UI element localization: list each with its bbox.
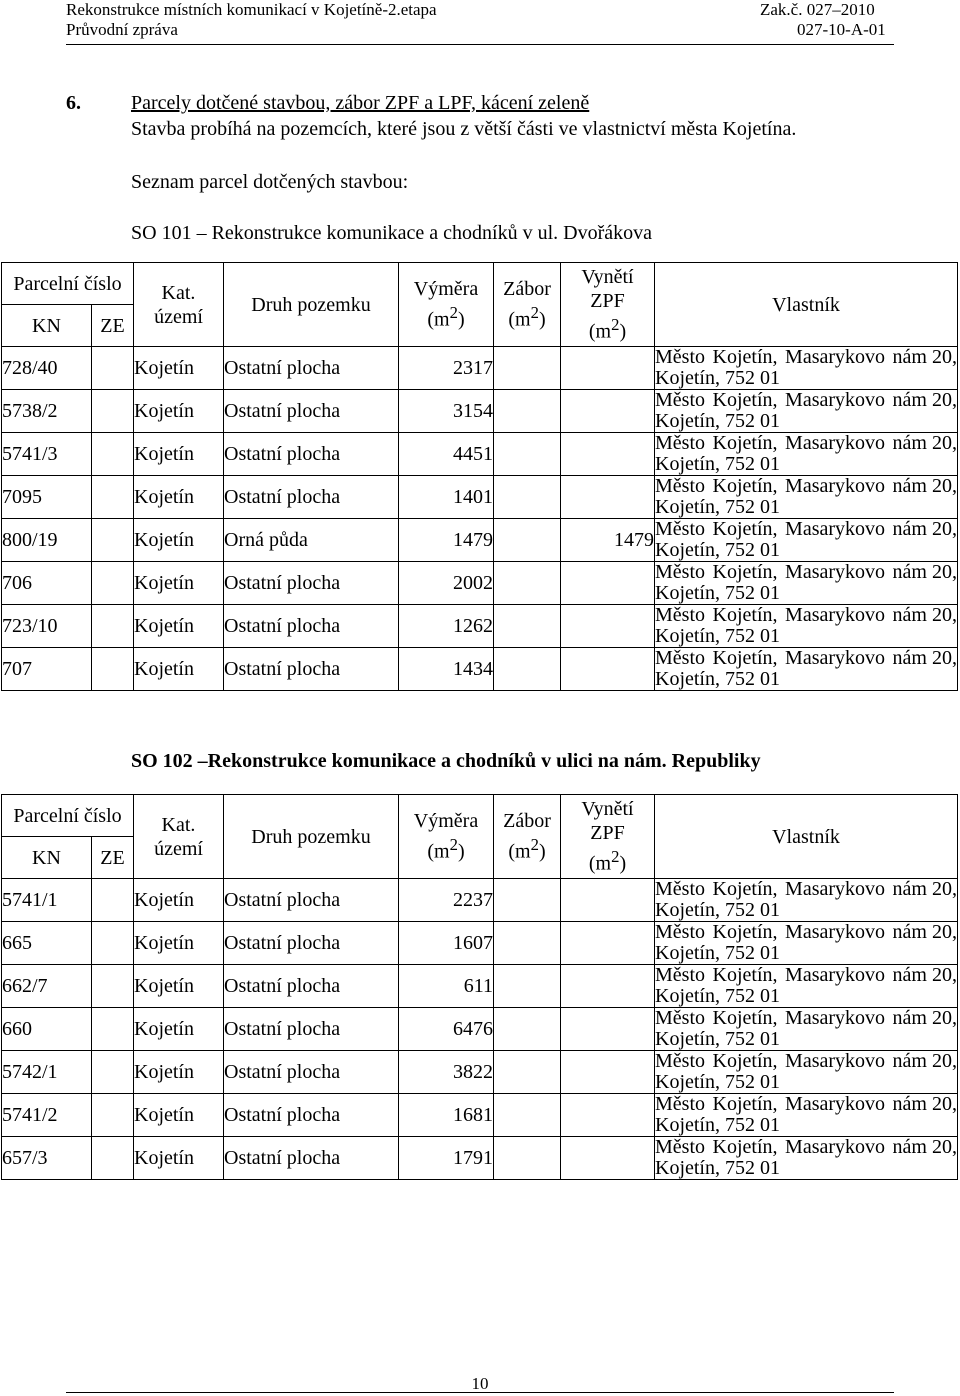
table-row <box>2 922 958 965</box>
owner-word: nám 20, <box>892 346 957 368</box>
owner-word: Kojetín, <box>712 389 778 411</box>
parcel-list-heading: Seznam parcel dotčených stavbou: <box>131 171 409 193</box>
cell-cadastral-area: Kojetín <box>134 605 224 648</box>
table-row <box>2 476 958 519</box>
cell-occupation <box>494 347 561 390</box>
unit-close: ) <box>619 852 627 875</box>
cell-zpf-removal <box>561 922 655 965</box>
owner-word: Kojetín, <box>712 475 778 497</box>
owner-word: Masarykovo <box>785 1050 886 1072</box>
cell-zpf-removal <box>561 390 655 433</box>
owner-word: Masarykovo <box>785 389 886 411</box>
owner-line1 <box>655 347 957 368</box>
cell-area: 3822 <box>399 1051 494 1094</box>
owner-line1 <box>655 519 957 540</box>
owner-word: Město <box>655 1093 705 1115</box>
cell-parcel-kn: 662/7 <box>2 965 92 1008</box>
cell-land-type: Ostatní plocha <box>224 1051 399 1094</box>
owner-word: Kojetín, <box>712 1093 778 1115</box>
owner-line2: Kojetín, 752 01 <box>655 1157 780 1179</box>
table-row <box>2 390 958 433</box>
owner-word: nám 20, <box>892 389 957 411</box>
owner-word: Město <box>655 921 705 943</box>
header-document-title: Rekonstrukce místních komunikací v Kojetíně-2.etapa <box>66 0 437 19</box>
owner-word: Masarykovo <box>785 604 886 626</box>
cell-owner <box>655 1094 958 1137</box>
owner-word: nám 20, <box>892 432 957 454</box>
owner-word: Masarykovo <box>785 475 886 497</box>
cell-cadastral-area: Kojetín <box>134 476 224 519</box>
cell-occupation <box>494 648 561 691</box>
column-header-land-type: Druh pozemku <box>224 795 399 879</box>
cell-land-type: Ostatní plocha <box>224 922 399 965</box>
removal-label-line1: Vynětí <box>581 266 634 289</box>
table-row <box>2 1137 958 1180</box>
cell-zpf-removal <box>561 562 655 605</box>
owner-line2: Kojetín, 752 01 <box>655 367 780 389</box>
section-number: 6. <box>66 92 81 114</box>
cell-land-type: Ostatní plocha <box>224 605 399 648</box>
cell-owner <box>655 879 958 922</box>
owner-line2: Kojetín, 752 01 <box>655 942 780 964</box>
cell-parcel-kn: 657/3 <box>2 1137 92 1180</box>
cell-occupation <box>494 1051 561 1094</box>
cell-zpf-removal <box>561 476 655 519</box>
cell-parcel-kn: 7095 <box>2 476 92 519</box>
cell-area: 2317 <box>399 347 494 390</box>
cell-zpf-removal <box>561 605 655 648</box>
owner-word: Masarykovo <box>785 561 886 583</box>
owner-word: nám 20, <box>892 921 957 943</box>
removal-label-line1: Vynětí <box>581 798 634 821</box>
cell-land-type: Ostatní plocha <box>224 1137 399 1180</box>
owner-word: Kojetín, <box>712 1136 778 1158</box>
owner-word: Kojetín, <box>712 346 778 368</box>
cell-cadastral-area: Kojetín <box>134 562 224 605</box>
unit-label: (m <box>508 840 531 863</box>
unit-label: (m <box>427 308 450 331</box>
column-header-zpf-removal <box>561 263 655 347</box>
unit-label: (m <box>427 840 450 863</box>
cell-parcel-ze <box>92 390 134 433</box>
owner-word: Kojetín, <box>712 921 778 943</box>
cell-land-type: Ostatní plocha <box>224 965 399 1008</box>
owner-line1 <box>655 1051 957 1072</box>
owner-word: Město <box>655 518 705 540</box>
cell-parcel-kn: 707 <box>2 648 92 691</box>
owner-word: nám 20, <box>892 1007 957 1029</box>
cell-occupation <box>494 1008 561 1051</box>
owner-line2: Kojetín, 752 01 <box>655 668 780 690</box>
cell-area: 2237 <box>399 879 494 922</box>
cell-cadastral-area: Kojetín <box>134 965 224 1008</box>
cell-zpf-removal <box>561 965 655 1008</box>
cell-land-type: Ostatní plocha <box>224 433 399 476</box>
cell-owner <box>655 1008 958 1051</box>
unit-superscript: 2 <box>611 315 620 335</box>
owner-line1 <box>655 433 957 454</box>
cell-cadastral-area: Kojetín <box>134 433 224 476</box>
cell-parcel-ze <box>92 1137 134 1180</box>
unit-superscript: 2 <box>530 303 539 323</box>
cell-land-type: Ostatní plocha <box>224 476 399 519</box>
owner-line1 <box>655 476 957 497</box>
cell-land-type: Ostatní plocha <box>224 562 399 605</box>
column-header-occupation <box>494 263 561 347</box>
cell-parcel-ze <box>92 879 134 922</box>
unit-superscript: 2 <box>530 835 539 855</box>
owner-word: Masarykovo <box>785 518 886 540</box>
owner-line2: Kojetín, 752 01 <box>655 625 780 647</box>
cell-cadastral-area: Kojetín <box>134 648 224 691</box>
column-header-area <box>399 263 494 347</box>
owner-line2: Kojetín, 752 01 <box>655 1071 780 1093</box>
owner-word: nám 20, <box>892 518 957 540</box>
cell-occupation <box>494 433 561 476</box>
occupation-label: Zábor <box>503 278 551 301</box>
owner-word: Kojetín, <box>712 964 778 986</box>
cell-cadastral-area: Kojetín <box>134 1008 224 1051</box>
cell-owner <box>655 347 958 390</box>
cell-area: 611 <box>399 965 494 1008</box>
unit-label: (m <box>588 320 612 343</box>
column-header-cadastral-area <box>134 263 224 347</box>
cadastral-label-line1: Kat. <box>161 281 196 304</box>
cell-cadastral-area: Kojetín <box>134 1051 224 1094</box>
removal-label-line2: ZPF <box>590 290 625 313</box>
parcel-table-so101 <box>1 262 958 691</box>
cell-parcel-kn: 660 <box>2 1008 92 1051</box>
owner-line1 <box>655 965 957 986</box>
cadastral-label-line2: území <box>154 837 203 860</box>
owner-line2: Kojetín, 752 01 <box>655 539 780 561</box>
owner-word: Město <box>655 604 705 626</box>
owner-line1 <box>655 648 957 669</box>
cell-area: 1401 <box>399 476 494 519</box>
cell-zpf-removal <box>561 879 655 922</box>
cell-owner <box>655 922 958 965</box>
column-header-ze: ZE <box>92 837 134 879</box>
cell-parcel-ze <box>92 922 134 965</box>
cell-parcel-kn: 5742/1 <box>2 1051 92 1094</box>
owner-word: nám 20, <box>892 475 957 497</box>
removal-label-line2: ZPF <box>590 822 625 845</box>
owner-line2: Kojetín, 752 01 <box>655 1028 780 1050</box>
cell-area: 1434 <box>399 648 494 691</box>
owner-word: nám 20, <box>892 878 957 900</box>
cell-parcel-ze <box>92 519 134 562</box>
owner-word: Město <box>655 878 705 900</box>
owner-line1 <box>655 562 957 583</box>
column-header-ze: ZE <box>92 305 134 347</box>
cell-zpf-removal <box>561 1051 655 1094</box>
owner-word: nám 20, <box>892 1093 957 1115</box>
table-row <box>2 1008 958 1051</box>
table-row <box>2 1094 958 1137</box>
page-number: 10 <box>471 1374 489 1393</box>
cell-parcel-kn: 706 <box>2 562 92 605</box>
cell-area: 4451 <box>399 433 494 476</box>
owner-word: Kojetín, <box>712 432 778 454</box>
table-row <box>2 648 958 691</box>
cell-area: 1479 <box>399 519 494 562</box>
cell-area: 1262 <box>399 605 494 648</box>
table-row <box>2 519 958 562</box>
unit-close: ) <box>619 320 627 343</box>
parcel-table-so102 <box>1 794 958 1180</box>
cell-land-type: Orná půda <box>224 519 399 562</box>
owner-line1 <box>655 922 957 943</box>
table-row <box>2 1051 958 1094</box>
owner-word: Město <box>655 1050 705 1072</box>
owner-word: Masarykovo <box>785 964 886 986</box>
cell-occupation <box>494 922 561 965</box>
cell-owner <box>655 519 958 562</box>
cell-zpf-removal <box>561 347 655 390</box>
unit-label: (m <box>508 308 531 331</box>
owner-line1 <box>655 605 957 626</box>
cell-land-type: Ostatní plocha <box>224 879 399 922</box>
occupation-label: Zábor <box>503 810 551 833</box>
cell-parcel-ze <box>92 965 134 1008</box>
cell-parcel-ze <box>92 433 134 476</box>
cell-area: 1607 <box>399 922 494 965</box>
owner-word: Město <box>655 346 705 368</box>
unit-superscript: 2 <box>449 835 458 855</box>
cell-occupation <box>494 879 561 922</box>
cell-parcel-ze <box>92 605 134 648</box>
cell-parcel-kn: 5741/3 <box>2 433 92 476</box>
owner-word: Masarykovo <box>785 432 886 454</box>
cell-parcel-ze <box>92 1094 134 1137</box>
section-title: Parcely dotčené stavbou, zábor ZPF a LPF, kácení zeleně <box>131 92 590 114</box>
table-row <box>2 433 958 476</box>
column-header-occupation <box>494 795 561 879</box>
cell-owner <box>655 605 958 648</box>
column-header-land-type: Druh pozemku <box>224 263 399 347</box>
cell-cadastral-area: Kojetín <box>134 879 224 922</box>
cell-parcel-kn: 723/10 <box>2 605 92 648</box>
header-document-code: 027-10-A-01 <box>797 20 886 39</box>
owner-line2: Kojetín, 752 01 <box>655 410 780 432</box>
table-row <box>2 879 958 922</box>
cell-parcel-kn: 5741/1 <box>2 879 92 922</box>
cadastral-label-line2: území <box>154 305 203 328</box>
cell-parcel-kn: 5738/2 <box>2 390 92 433</box>
owner-word: Masarykovo <box>785 921 886 943</box>
cell-parcel-kn: 800/19 <box>2 519 92 562</box>
cell-zpf-removal <box>561 1008 655 1051</box>
cell-land-type: Ostatní plocha <box>224 1094 399 1137</box>
column-header-parcel-number: Parcelní číslo <box>2 263 134 305</box>
owner-word: Masarykovo <box>785 647 886 669</box>
table-row <box>2 562 958 605</box>
column-header-area <box>399 795 494 879</box>
unit-close: ) <box>538 308 546 331</box>
owner-word: Masarykovo <box>785 1093 886 1115</box>
section-intro: Stavba probíhá na pozemcích, které jsou z větší části ve vlastnictví města Kojetína. <box>131 118 797 140</box>
owner-word: Město <box>655 475 705 497</box>
owner-word: Kojetín, <box>712 647 778 669</box>
unit-close: ) <box>538 840 546 863</box>
owner-word: Kojetín, <box>712 878 778 900</box>
cell-cadastral-area: Kojetín <box>134 347 224 390</box>
table-heading-so101: SO 101 – Rekonstrukce komunikace a chodníků v ul. Dvořákova <box>131 222 653 244</box>
cell-cadastral-area: Kojetín <box>134 922 224 965</box>
cell-parcel-kn: 728/40 <box>2 347 92 390</box>
header-divider <box>66 44 894 45</box>
cell-parcel-ze <box>92 562 134 605</box>
owner-word: Město <box>655 389 705 411</box>
cell-occupation <box>494 965 561 1008</box>
cell-cadastral-area: Kojetín <box>134 390 224 433</box>
cell-cadastral-area: Kojetín <box>134 1137 224 1180</box>
owner-line2: Kojetín, 752 01 <box>655 453 780 475</box>
owner-word: nám 20, <box>892 647 957 669</box>
owner-word: Město <box>655 561 705 583</box>
cell-owner <box>655 476 958 519</box>
cell-owner <box>655 1137 958 1180</box>
cell-owner <box>655 648 958 691</box>
header-contract-number: Zak.č. 027–2010 <box>760 0 875 19</box>
column-header-owner: Vlastník <box>655 795 958 879</box>
cell-parcel-ze <box>92 476 134 519</box>
owner-word: Kojetín, <box>712 1007 778 1029</box>
column-header-cadastral-area <box>134 795 224 879</box>
cell-occupation <box>494 562 561 605</box>
owner-word: nám 20, <box>892 604 957 626</box>
cell-parcel-ze <box>92 347 134 390</box>
owner-word: Masarykovo <box>785 346 886 368</box>
header-document-type: Průvodní zpráva <box>66 20 178 39</box>
owner-word: Masarykovo <box>785 1007 886 1029</box>
cell-occupation <box>494 519 561 562</box>
area-label: Výměra <box>413 810 479 833</box>
cell-cadastral-area: Kojetín <box>134 1094 224 1137</box>
table-row <box>2 965 958 1008</box>
table-heading-so102: SO 102 –Rekonstrukce komunikace a chodníků v ulici na nám. Republiky <box>131 750 761 772</box>
unit-superscript: 2 <box>611 847 620 867</box>
cell-area: 1681 <box>399 1094 494 1137</box>
cell-parcel-kn: 5741/2 <box>2 1094 92 1137</box>
unit-label: (m <box>588 852 612 875</box>
cell-zpf-removal <box>561 433 655 476</box>
cell-land-type: Ostatní plocha <box>224 347 399 390</box>
table-row <box>2 347 958 390</box>
cell-owner <box>655 433 958 476</box>
owner-line2: Kojetín, 752 01 <box>655 582 780 604</box>
cell-land-type: Ostatní plocha <box>224 648 399 691</box>
owner-word: Kojetín, <box>712 604 778 626</box>
owner-word: nám 20, <box>892 1136 957 1158</box>
owner-word: Město <box>655 964 705 986</box>
column-header-kn: KN <box>2 837 92 879</box>
area-label: Výměra <box>413 278 479 301</box>
cell-zpf-removal: 1479 <box>561 519 655 562</box>
owner-word: Kojetín, <box>712 561 778 583</box>
owner-line2: Kojetín, 752 01 <box>655 1114 780 1136</box>
owner-word: Kojetín, <box>712 1050 778 1072</box>
owner-line1 <box>655 1008 957 1029</box>
cell-parcel-ze <box>92 1008 134 1051</box>
cell-area: 3154 <box>399 390 494 433</box>
cell-cadastral-area: Kojetín <box>134 519 224 562</box>
owner-line1 <box>655 879 957 900</box>
cadastral-label-line1: Kat. <box>161 813 196 836</box>
cell-owner <box>655 562 958 605</box>
owner-word: nám 20, <box>892 964 957 986</box>
owner-line2: Kojetín, 752 01 <box>655 496 780 518</box>
cell-occupation <box>494 476 561 519</box>
owner-word: nám 20, <box>892 561 957 583</box>
owner-word: Město <box>655 432 705 454</box>
owner-word: Město <box>655 1136 705 1158</box>
column-header-parcel-number: Parcelní číslo <box>2 795 134 837</box>
cell-occupation <box>494 1137 561 1180</box>
owner-word: Město <box>655 647 705 669</box>
cell-occupation <box>494 605 561 648</box>
cell-area: 1791 <box>399 1137 494 1180</box>
owner-line1 <box>655 390 957 411</box>
owner-word: Masarykovo <box>785 878 886 900</box>
unit-superscript: 2 <box>449 303 458 323</box>
owner-word: Masarykovo <box>785 1136 886 1158</box>
cell-area: 6476 <box>399 1008 494 1051</box>
cell-parcel-ze <box>92 1051 134 1094</box>
column-header-owner: Vlastník <box>655 263 958 347</box>
cell-zpf-removal <box>561 1094 655 1137</box>
cell-zpf-removal <box>561 648 655 691</box>
owner-word: nám 20, <box>892 1050 957 1072</box>
cell-land-type: Ostatní plocha <box>224 390 399 433</box>
column-header-zpf-removal <box>561 795 655 879</box>
unit-close: ) <box>457 840 465 863</box>
table-row <box>2 605 958 648</box>
cell-zpf-removal <box>561 1137 655 1180</box>
column-header-kn: KN <box>2 305 92 347</box>
cell-land-type: Ostatní plocha <box>224 1008 399 1051</box>
owner-line2: Kojetín, 752 01 <box>655 899 780 921</box>
owner-word: Město <box>655 1007 705 1029</box>
unit-close: ) <box>457 308 465 331</box>
owner-line1 <box>655 1137 957 1158</box>
owner-line1 <box>655 1094 957 1115</box>
owner-line2: Kojetín, 752 01 <box>655 985 780 1007</box>
cell-area: 2002 <box>399 562 494 605</box>
owner-word: Kojetín, <box>712 518 778 540</box>
cell-owner <box>655 965 958 1008</box>
cell-owner <box>655 390 958 433</box>
cell-parcel-kn: 665 <box>2 922 92 965</box>
cell-occupation <box>494 1094 561 1137</box>
cell-owner <box>655 1051 958 1094</box>
cell-parcel-ze <box>92 648 134 691</box>
cell-occupation <box>494 390 561 433</box>
